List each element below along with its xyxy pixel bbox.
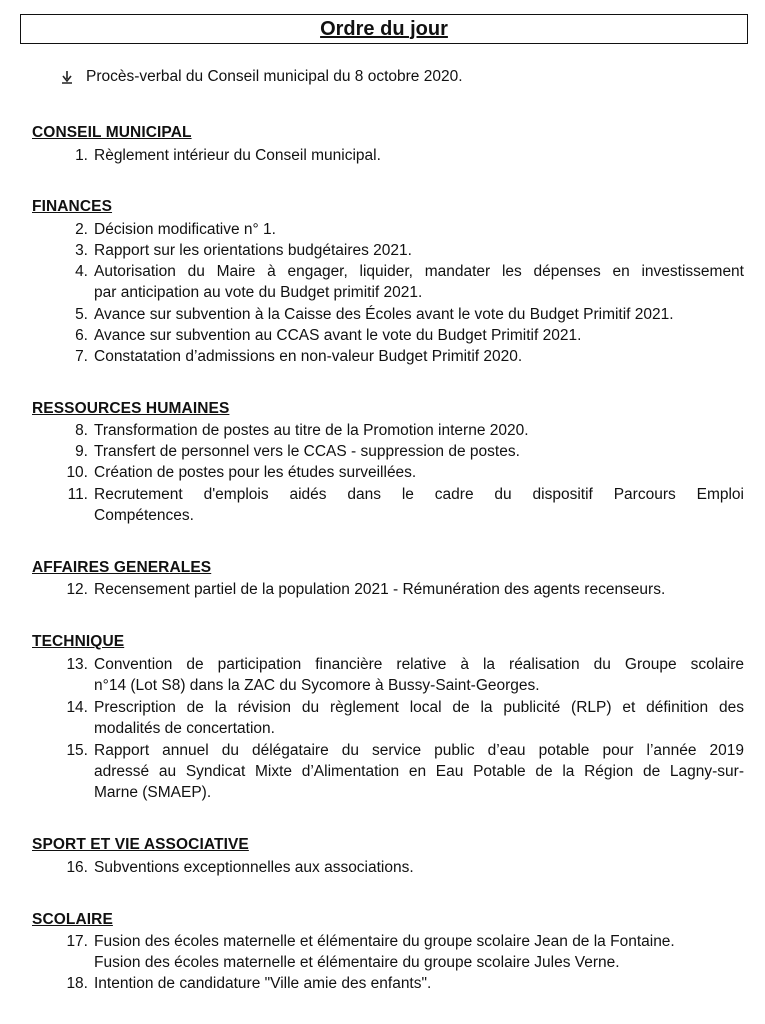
page-title-box [20,14,748,44]
item-number: 14. [66,699,88,716]
item-text-line: n°14 (Lot S8) dans la ZAC du Sycomore à Bussy-Saint-Georges. [94,677,540,694]
section-technique: TECHNIQUE [32,633,125,650]
list-item [54,145,744,166]
item-number: 12. [66,581,88,598]
item-text-line: Autorisation du Maire à engager, liquider, mandater les dépenses en investissement [94,263,744,280]
item-text: Création de postes pour les études surveillées. [94,464,417,481]
arrow-bullet-icon [60,70,74,84]
list-item [54,857,744,878]
section-ressources-humaines: RESSOURCES HUMAINES [32,400,230,417]
item-number: 11. [67,486,88,503]
item-number: 2. [75,221,88,238]
item-number: 17. [66,933,88,950]
list-item [54,579,744,600]
list-item [54,931,744,973]
item-text: Subventions exceptionnelles aux associations. [94,859,414,876]
list-item [54,325,744,346]
list-item [54,219,744,240]
item-text-line: Prescription de la révision du règlement local de la publicité (RLP) et définition des [94,699,744,716]
item-number: 10. [66,464,88,481]
item-number: 16. [66,859,88,876]
item-text: Recensement partiel de la population 2021 - Rémunération des agents recenseurs. [94,581,666,598]
item-number: 1. [75,147,88,164]
item-text: Avance sur subvention au CCAS avant le vote du Budget Primitif 2021. [94,327,582,344]
list-item [54,441,744,462]
item-text-line: Rapport annuel du délégataire du service public d’eau potable pour l’année 2019 [94,742,744,759]
section-affaires-generales: AFFAIRES GENERALES [32,559,212,576]
item-text-line: adressé au Syndicat Mixte d’Alimentation en Eau Potable de la Région de Lagny-sur- [94,763,744,780]
item-text-line: Compétences. [94,507,194,524]
item-text-line: Marne (SMAEP). [94,784,212,801]
list-item [54,484,744,526]
pv-line [60,68,463,86]
item-number: 4. [75,263,88,280]
item-text: Rapport sur les orientations budgétaires 2021. [94,242,412,259]
item-text-line: Recrutement d'emplois aidés dans le cadre du dispositif Parcours Emploi [94,486,744,503]
item-text-line: Fusion des écoles maternelle et élémentaire du groupe scolaire Jean de la Fontaine. [94,933,675,950]
item-text: Décision modificative n° 1. [94,221,276,238]
item-text: Constatation d’admissions en non-valeur Budget Primitif 2020. [94,348,523,365]
item-text-line: Fusion des écoles maternelle et élémentaire du groupe scolaire Jules Verne. [94,954,620,971]
list-item [54,261,744,303]
list-item [54,462,744,483]
item-number: 18. [66,975,88,992]
item-number: 3. [75,242,88,259]
item-number: 6. [75,327,88,344]
section-scolaire: SCOLAIRE [32,911,113,928]
item-text: Transformation de postes au titre de la Promotion interne 2020. [94,422,529,439]
list-item [54,420,744,441]
list-item [54,304,744,325]
item-number: 8. [75,422,88,439]
item-number: 13. [66,656,88,673]
item-text: Transfert de personnel vers le CCAS - suppression de postes. [94,443,520,460]
item-text: Avance sur subvention à la Caisse des Écoles avant le vote du Budget Primitif 2021. [94,306,674,323]
page-title: Ordre du jour [320,17,448,40]
item-text: Intention de candidature "Ville amie des enfants". [94,975,432,992]
item-text: Règlement intérieur du Conseil municipal. [94,147,381,164]
pv-text: Procès-verbal du Conseil municipal du 8 octobre 2020. [86,68,463,85]
item-text-line: modalités de concertation. [94,720,275,737]
list-item [54,973,744,994]
list-item [54,697,744,739]
item-text-line: Convention de participation financière relative à la réalisation du Groupe scolaire [94,656,744,673]
item-number: 5. [75,306,88,323]
list-item [54,740,744,803]
item-number: 7. [75,348,88,365]
section-conseil-municipal: CONSEIL MUNICIPAL [32,124,192,141]
list-item [54,654,744,696]
section-finances: FINANCES [32,198,113,215]
list-item [54,240,744,261]
item-text-line: par anticipation au vote du Budget primitif 2021. [94,284,423,301]
list-item [54,346,744,367]
item-number: 15. [66,742,88,759]
section-sport-vie-associative: SPORT ET VIE ASSOCIATIVE [32,836,249,853]
item-number: 9. [75,443,88,460]
